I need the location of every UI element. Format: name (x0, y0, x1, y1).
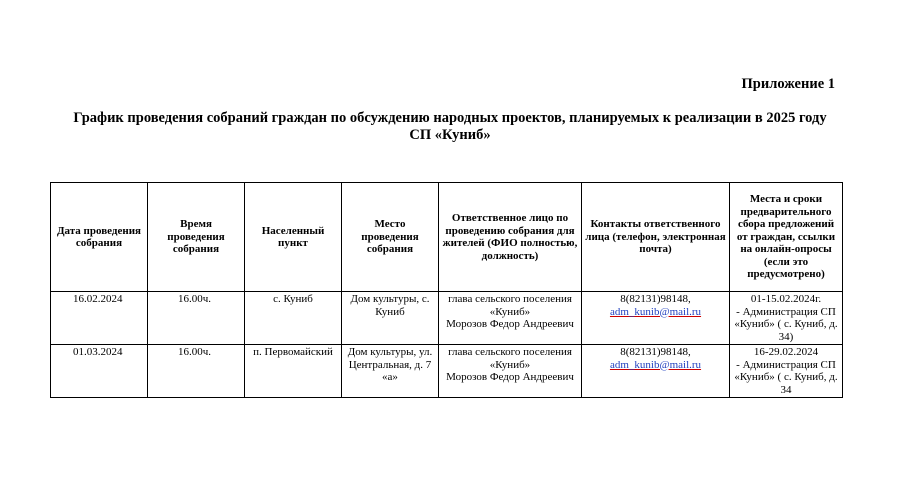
contact-phone: 8(82131)98148, (620, 346, 691, 358)
contact-email-link[interactable]: adm_kunib@mail.ru (609, 305, 702, 318)
title-org: СП «Куниб» (409, 127, 491, 143)
header-date: Дата проведения собрания (51, 183, 148, 292)
cell-collection: 01-15.02.2024г. - Администрация СП «Куниб» ( с. Куниб, д. 34) (730, 292, 843, 345)
header-time: Время проведения собрания (148, 183, 245, 292)
cell-settlement: с. Куниб (245, 292, 342, 345)
document-title (60, 110, 840, 144)
header-venue: Место проведения собрания (342, 183, 439, 292)
header-contacts: Контакты ответственного лица (телефон, электронная почта) (582, 183, 730, 292)
title-main: График проведения собраний граждан по обсуждению народных проектов, планируемых к реализации в 2025 году (73, 110, 827, 126)
table-row (51, 292, 843, 345)
contact-phone: 8(82131)98148, (620, 293, 691, 305)
cell-time: 16.00ч. (148, 345, 245, 398)
cell-contacts (582, 292, 730, 345)
table-header-row (51, 183, 843, 292)
cell-contacts (582, 345, 730, 398)
cell-responsible: глава сельского поселения «Куниб» Морозов Федор Андреевич (439, 292, 582, 345)
cell-venue: Дом культуры, ул. Центральная, д. 7 «а» (342, 345, 439, 398)
header-settlement: Населенный пункт (245, 183, 342, 292)
cell-date: 01.03.2024 (51, 345, 148, 398)
cell-time: 16.00ч. (148, 292, 245, 345)
cell-responsible: глава сельского поселения «Куниб» Морозов Федор Андреевич (439, 345, 582, 398)
header-collection: Места и сроки предварительного сбора предложений от граждан, ссылки на онлайн-опросы (если это предусмотрено) (730, 183, 843, 292)
cell-venue: Дом культуры, с. Куниб (342, 292, 439, 345)
cell-date: 16.02.2024 (51, 292, 148, 345)
appendix-label: Приложение 1 (741, 76, 835, 92)
meetings-schedule-table (50, 182, 843, 398)
header-responsible: Ответственное лицо по проведению собрания для жителей (ФИО полностью, должность) (439, 183, 582, 292)
contact-email-link[interactable]: adm_kunib@mail.ru (609, 358, 702, 371)
table-row (51, 345, 843, 398)
cell-settlement: п. Первомайский (245, 345, 342, 398)
cell-collection: 16-29.02.2024 - Администрация СП «Куниб» ( с. Куниб, д. 34 (730, 345, 843, 398)
